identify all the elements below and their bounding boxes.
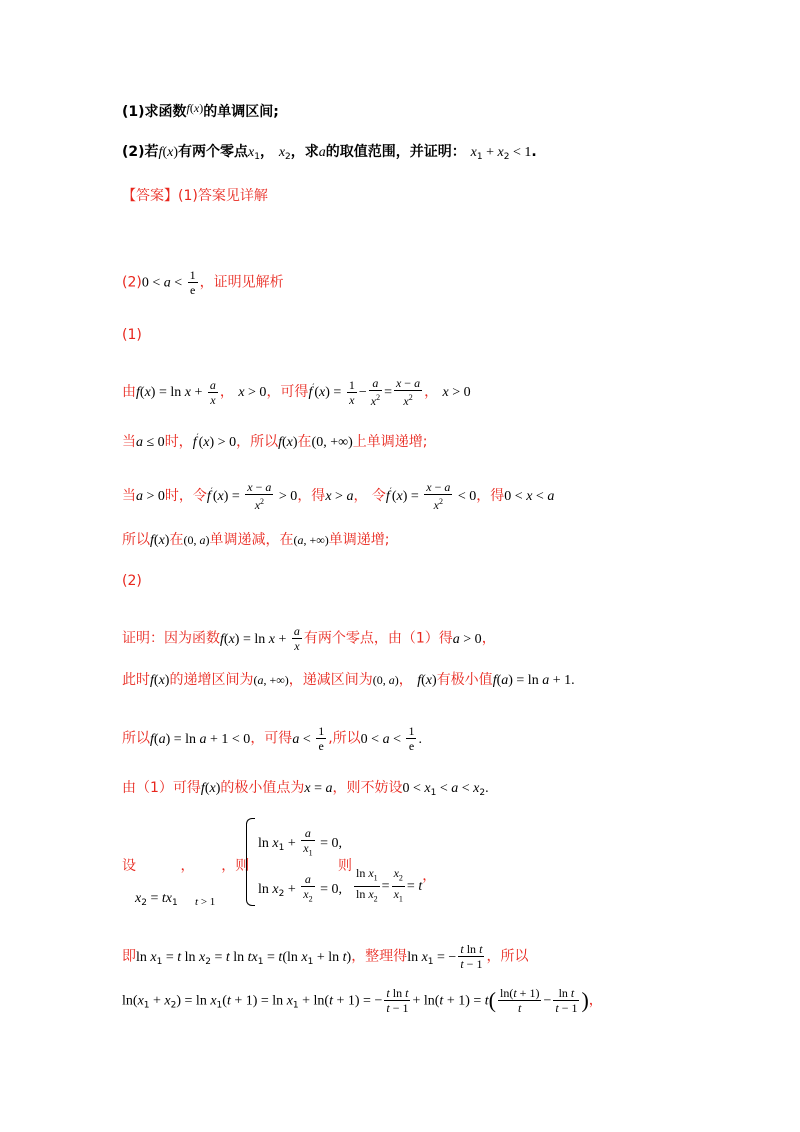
answer-part-2: (2)0 < a < $\frac{1}{e}$ ，证明见解析 [122,268,284,297]
proof-intro: 证明：因为函数f(x) = ln x + $\frac{a}{x}$ 有两个零点，由（1）得a > 0， [122,624,496,653]
monotonic-conclusion: 所以f(x)在(0, a)单调递减，在(a, +∞)单调递增; [122,532,390,548]
extreme-line: 此时f(x)的递增区间为(a, +∞)，递减区间为(0, a)， f(x)有极小值f(a) = ln a + 1. [122,672,575,688]
question-1: (1)求函数f(x)的单调区间; [122,101,279,120]
ratio-eq: $\frac{\ln x_1}{\ln x_2}$ = $\frac{x_2}{x_1}$ = t， [356,866,437,903]
substitution-she: 设 ， ，则 [122,858,250,874]
solve-line: 即$\ln x_1 = t$ $\ln x_2 = t$ $\ln tx_1 = t(\ln$ $x_1 + \ln t$)，整理得$\ln x_1$ = − $\frac{\text{t ln t}}{t - 1}$ ，所以 [122,942,529,971]
substitution-t: t > 1 [195,896,216,908]
range-line: 所以f(a) = ln a + 1 < 0，可得a < $\frac{1}{e}$ ,所以0 < a < $\frac{1}{e}$ . [122,724,422,753]
answer-part-1: (1)答案见详解 [178,188,268,204]
case-a-gt-zero: 当a > 0时，令f′(x) = $\frac{x - a}{x^2}$ > 0，得x > a， 令f′(x) = $\frac{x - a}{x^2}$ < 0，得0 < x < a [122,480,555,512]
final-line: $\ln(x_1 + x_2) = \ln x_1(t + 1) = \ln x_1 + \ln(t + 1)$ = − $\frac{\text{t ln t}}{t - 1}$ + ln(t + 1) = t( $\frac{\ln(t + 1)}{t}$ − $\frac{\text{ln t}}{t - 1}$ )， [122,986,603,1015]
substitution-x2: $x_2 = tx_1$ [135,891,178,908]
question-2: (2)若f(x)有两个零点$x_1$， $x_2$，求a的取值范围，并证明： $x_1 + x_2 < 1$. [122,144,537,162]
derivative-line: 由f(x) = ln x + $\frac{a}{x}$ ， x > 0，可得f′(x) = $\frac{1}{x}$ − $\frac{a}{x^2}$ = $\frac{x - a}{x^2}$ ， x > 0 [122,376,471,408]
part-2-heading: (2) [122,573,142,589]
system-eq-1: $\ln x_1$ + $\frac{a}{x_1}$ = 0, [258,826,342,858]
system-eq-2: $\ln x_2$ + $\frac{a}{x_2}$ = 0, [258,872,342,904]
case-a-le-zero: 当a ≤ 0时，f′(x) > 0，所以f(x)在(0, +∞)上单调递增; [122,433,428,450]
answer-label: 【答案】 [122,188,178,204]
answer-summary [122,186,268,206]
part-1-heading: (1) [122,327,142,343]
order-line: 由（1）可得f(x)的极小值点为x = a，则不妨设$0 < x_1 < a < x_2$. [122,780,489,798]
system-brace [246,818,255,906]
substitution-then: 则 [338,858,352,874]
